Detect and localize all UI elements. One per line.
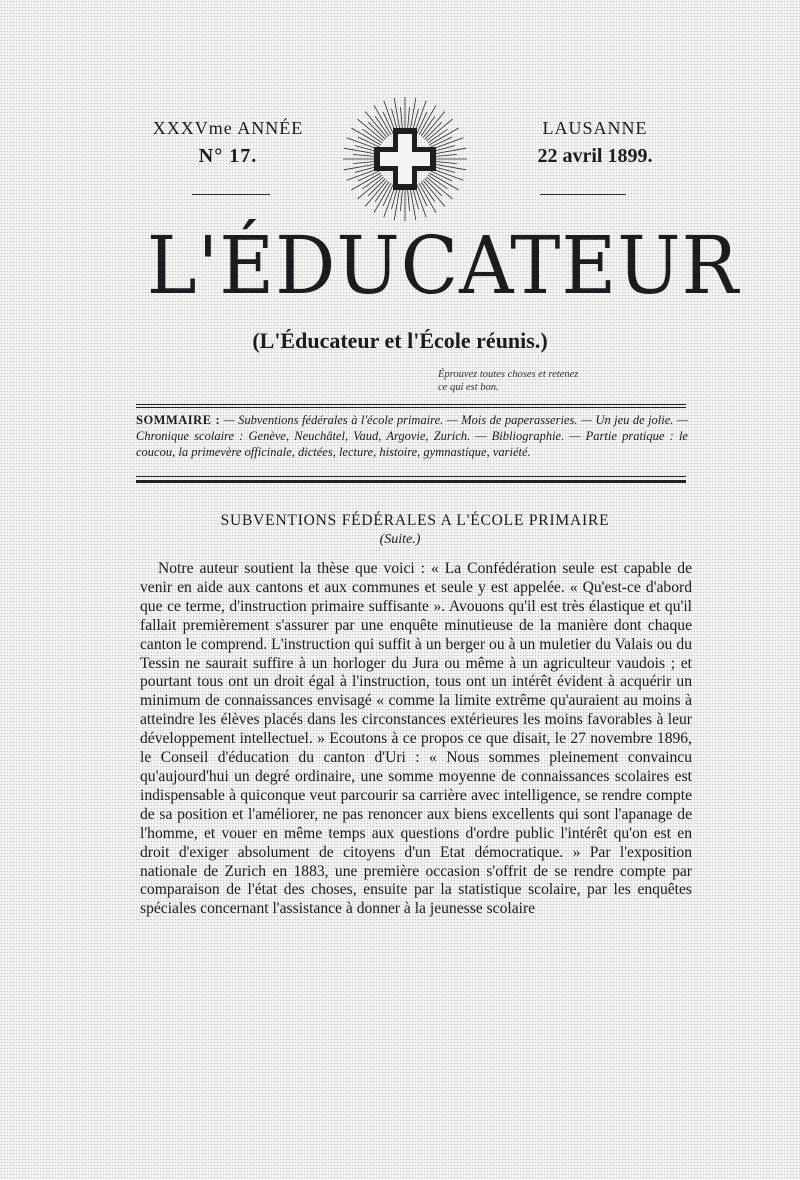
- header-date: 22 avril 1899.: [537, 145, 653, 167]
- emblem-ray: [344, 164, 378, 170]
- emblem-ray: [407, 187, 409, 211]
- emblem-ray: [407, 107, 409, 131]
- emblem-ray: [433, 155, 457, 157]
- emblem-ray: [344, 148, 378, 154]
- masthead-subtitle: (L'Éducateur et l'École réunis.): [252, 328, 548, 353]
- header-left-rule: [192, 194, 270, 195]
- emblem-ray: [410, 98, 416, 131]
- article-paragraph: Notre auteur soutient la thèse que voici : « La Confédération seule est capable de venir en aide aux cantons et aux communes et seule y est appelée. « Qu'est-ce d'abord que ce terme, d'instruction primaire suffisante ». Avouons qu'il est très élastique et qu'il fallait premièrement s'assurer par une enquête minutieuse de la manière dont chaque canton le comprend. L'instruction qui suffit à un berger ou à un muletier du Valais ou du Tessin ne saurait suffire à un horloger du Jura ou même à un agriculteur vaudois ; et pourtant tous ont un droit égal à l'instruction, tous ont un intérêt évident à acquérir un minimum de connaissances envisagé « comme la limite extrême qu'auraient au moins à atteindre les élèves placés dans les circonstances extérieures les moins favorables à leur développement intellectuel. » Ecoutons à ce propos ce que disait, le 27 novembre 1896, le Conseil d'éducation du canton d'Uri : « Nous sommes pleinement convaincu qu'aujourd'hui un degré ordinaire, une somme moyenne de connaissances scolaires est indispensable à quiconque veut parcourir sa carrière avec intelligence, se rendre compte de sa position et l'améliorer, ne pas renoncer aux biens excellents qui sont l'apanage de l'homme, et vouer en même temps aux questions d'ordre public l'intérêt qu'on est en droit d'exiger absolument de citoyens d'un Etat démocratique. » Par l'exposition nationale de Zurich en 1883, une première occasion s'offrit de se rendre compte par comparaison de l'état des choses, ensuite par la statistique scolaire, par les enquêtes spéciales concernant l'assistance à donner à la jeunesse scolaire: [140, 560, 692, 918]
- article-body: [140, 560, 692, 919]
- masthead-motto: [438, 368, 668, 394]
- emblem-ray: [394, 187, 400, 221]
- emblem-ray: [433, 161, 457, 163]
- header-right-rule: [540, 194, 626, 195]
- sommaire-top-rule: [136, 404, 686, 405]
- article-continuation: (Suite.): [379, 532, 421, 547]
- swiss-cross-emblem: [340, 96, 470, 222]
- sommaire-text: — Subventions fédérales à l'école primaire. — Mois de paperasseries. — Un jeu de jolie. — Chronique scolaire : Genève, Neuchâtel, Vaud, Argovie, Zurich. — Bibliographie. — Partie pratique : le coucou, la primevère officinale, dictées, lecture, histoire, gymnastique, variété.: [136, 413, 688, 459]
- emblem-ray: [353, 161, 377, 163]
- header-issue-number: N° 17.: [198, 145, 258, 167]
- emblem-ray: [394, 98, 400, 131]
- masthead-title: L'ÉDUCATEUR: [146, 219, 740, 312]
- emblem-ray: [353, 155, 377, 157]
- emblem-ray: [401, 187, 403, 211]
- sommaire-bottom-rule: [136, 476, 686, 477]
- sommaire-block: [136, 412, 688, 460]
- header-left: [148, 118, 308, 168]
- motto-line: Éprouvez toutes choses et retenez: [438, 369, 579, 380]
- sommaire-label: SOMMAIRE :: [136, 413, 221, 427]
- header-city: LAUSANNE: [542, 118, 648, 138]
- article-title: SUBVENTIONS FÉDÉRALES A L'ÉCOLE PRIMAIRE: [220, 512, 610, 529]
- header-right: [500, 118, 690, 168]
- emblem-ray: [410, 187, 416, 221]
- emblem-ray: [401, 107, 403, 131]
- sommaire-top-rule-double: [136, 407, 686, 408]
- motto-line: ce qui est bon.: [438, 382, 499, 394]
- sommaire-bottom-rule-thick: [136, 480, 686, 483]
- emblem-ray: [433, 164, 467, 170]
- emblem-ray: [433, 148, 467, 154]
- header-year: XXXVme ANNÉE: [152, 118, 304, 138]
